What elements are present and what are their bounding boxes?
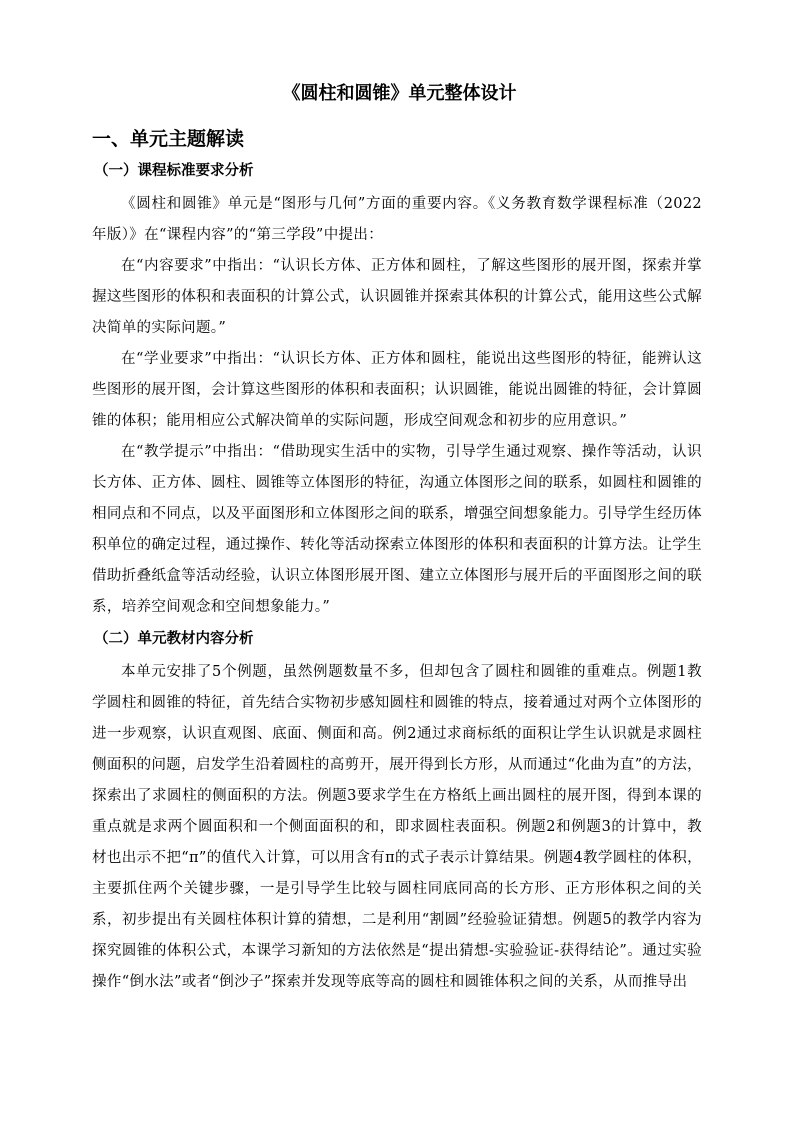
subsection-heading-textbook-content: （二）单元教材内容分析 <box>94 631 254 647</box>
paragraph: 本单元安排了5个例题，虽然例题数量不多，但却包含了圆柱和圆锥的重难点。例题1教学圆柱和圆锥的特征，首先结合实物初步感知圆柱和圆锥的特点，接着通过对两个立体图形的进一步观察，认识直观图、底面、侧面和高。例2通过求商标纸的面积让学生认识就是求圆柱侧面积的问题，启发学生沿着圆柱的高剪开，展开得到长方形，从而通过“化曲为直”的方法，探索出了求圆柱的侧面积的方法。例题3要求学生在方格纸上画出圆柱的展开图，得到本课的重点就是求两个圆面积和一个侧面面积的和，即求圆柱表面积。例题2和例题3的计算中，教材也出示不把“π”的值代入计算，可以用含有π的式子表示计算结果。例题4教学圆柱的体积，主要抓住两个关键步骤，一是引导学生比较与圆柱同底同高的长方形、正方形体积之间的关系，初步提出有关圆柱体积计算的猜想，二是利用“割圆”经验验证猜想。例题5的教学内容为探究圆锥的体积公式，本课学习新知的方法依然是“提出猜想-实验验证-获得结论”。通过实验操作“倒水法”或者“倒沙子”探索并发现等底等高的圆柱和圆锥体积之间的关系，从而推导出 <box>92 664 702 990</box>
subsection-heading-curriculum-standard: （一）课程标准要求分析 <box>94 163 254 179</box>
paragraph: 在“内容要求”中指出：“认识长方体、正方体和圆柱，了解这些图形的展开图，探索并掌握这些图形的体积和表面积的计算公式，认识圆锥并探索其体积的计算公式，能用这些公式解决简单的实际问题。” <box>92 258 702 336</box>
section-heading-unit-theme: 一、单元主题解读 <box>92 128 245 150</box>
paragraph: 在“学业要求”中指出：“认识长方体、正方体和圆柱，能说出这些图形的特征，能辨认这些图形的展开图，会计算这些图形的体积和表面积；认识圆锥，能说出圆锥的特征，会计算圆锥的体积；能用相应公式解决简单的实际问题，形成空间观念和初步的应用意识。” <box>92 351 702 429</box>
document-page <box>92 82 702 998</box>
paragraph: 在“教学提示”中指出：“借助现实生活中的实物，引导学生通过观察、操作等活动，认识长方体、正方体、圆柱、圆锥等立体图形的特征，沟通立体图形之间的联系，如圆柱和圆锥的相同点和不同点，以及平面图形和立体图形之间的联系，增强空间想象能力。引导学生经历体积单位的确定过程，通过操作、转化等活动探索立体图形的体积和表面积的计算方法。让学生借助折叠纸盒等活动经验，认识立体图形展开图、建立立体图形与展开后的平面图形之间的联系，培养空间观念和空间想象能力。” <box>92 444 702 615</box>
document-title: 《圆柱和圆锥》单元整体设计 <box>282 83 517 104</box>
paragraph: 《圆柱和圆锥》单元是“图形与几何”方面的重要内容。《义务教育数学课程标准（2022年版）》在“课程内容”的“第三学段”中提出： <box>92 196 702 243</box>
